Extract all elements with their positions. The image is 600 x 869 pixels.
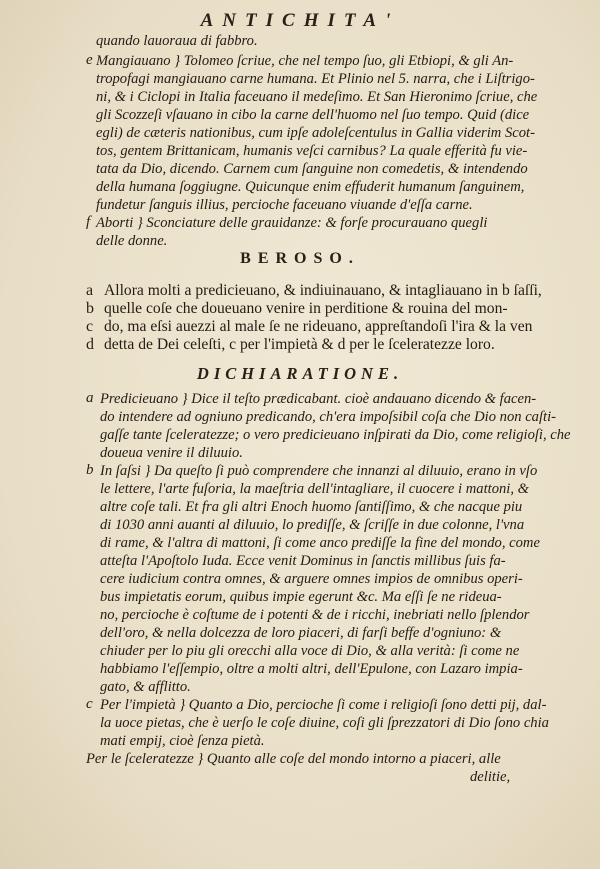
margin-letter: f [86,214,91,230]
commentary-line: gato, & afflitto. [100,679,191,695]
commentary-line: In ſaſsi } Da queſto ſi può comprendere che innanzi al diluuio, erano in vſo [100,463,538,479]
section-heading-beroso: BEROSO. [240,250,360,267]
commentary-line: Per le ſceleratezze } Quanto alle coſe del mondo intorno a piaceri, alle [86,751,501,767]
margin-letter: b [86,300,94,317]
commentary-line: fundetur ſanguis illius, percioche faceuano viuande d'eſſa carne. [96,197,473,213]
commentary-line: bus impietatis eorum, quibus impie egerunt &c. Ma eſſi ſe ne rideua- [100,589,502,605]
commentary-line: di 1030 anni auanti al diluuio, lo prediſſe, & ſcriſſe in due colonne, l'vna [100,517,525,533]
commentary-line: delle donne. [96,233,168,249]
commentary-line: doueua venire il diluuio. [100,445,243,461]
commentary-line: do intendere ad ogniuno predicando, ch'era impoſsibil coſa che Dio non caſti- [100,409,556,425]
margin-letter: a [86,390,94,406]
main-text-line: detta de Dei celeſti, c per l'impietà & d per le ſceleratezze loro. [104,336,495,353]
margin-letter: c [86,696,93,712]
margin-letter: b [86,462,94,478]
commentary-line: dell'oro, & nella dolcezza de loro piaceri, di farſi beffe d'ogniuno: & [100,625,502,641]
commentary-line: tropofagi mangiauano carne humana. Et Plinio nel 5. narra, che i Liſtrigo- [96,71,535,87]
margin-letter: d [86,336,94,353]
section-heading-dichiaratione: DICHIARATIONE. [196,364,404,383]
commentary-line: ni, & i Ciclopi in Italia faceuano il medeſimo. Et San Hieronimo ſcriue, che [96,89,538,105]
commentary-line: la uoce pietas, che è uerſo le coſe diuine, coſi gli ſprezzatori di Dio ſono chia [100,715,549,731]
commentary-line: le lettere, l'arte fuſoria, la maeſtria dell'intagliare, il cuocere i mattoni, & [100,481,529,497]
main-text-line: Allora molti a predicieuano, & indiuinauano, & intagliauano in b ſaſſi, [104,282,542,299]
margin-letter: e [86,52,93,68]
commentary-line: tos, gentem Brittanicam, humanis veſci carnibus? La quale efferità fu vie- [96,143,528,159]
commentary-line: Per l'impietà } Quanto a Dio, percioche ſi come i religioſi ſono detti pij, dal- [100,697,547,713]
commentary-line: di rame, & l'altra di mattoni, ſi come anco prediſſe la fine del mondo, come [100,535,540,551]
main-text-line: do, ma eſsi auezzi al male ſe ne rideuano, appreſtandoſi l'ira & la ven [104,318,533,335]
commentary-line: cere iudicium contra omnes, & arguere omnes impios de omnibus operi- [100,571,523,587]
commentary-line: quando lauoraua di fabbro. [96,33,258,49]
running-head: ANTICHITA' [200,10,400,31]
commentary-line: altre coſe tali. Et fra gli altri Enoch huomo ſantiſſimo, & che nacque piu [100,499,523,515]
main-text-line: quelle coſe che doueuano venire in perditione & rouina del mon- [104,300,508,317]
commentary-line: gaſſe tante ſceleratezze; o vero predicieuano inſpirati da Dio, come religioſi, che [100,427,571,443]
commentary-line: Aborti } Sconciature delle grauidanze: & forſe procurauano quegli [96,215,488,231]
commentary-line: habbiamo l'eſſempio, oltre a molti altri, dell'Epulone, con Lazaro impia- [100,661,523,677]
commentary-line: Mangiauano } Tolomeo ſcriue, che nel tempo ſuo, gli Etbiopi, & gli An- [96,53,514,69]
commentary-line: no, percioche è coſtume de i potenti & de i ricchi, inebriati nello ſplendor [100,607,530,623]
commentary-line: mati empij, cioè ſenza pietà. [100,733,265,749]
commentary-line: chiuder per lo piu gli orecchi alla voce di Dio, & alla verità: ſi come ne [100,643,520,659]
commentary-line: della humana ſoggiugne. Quicunque enim effuderit humanum ſanguinem, [96,179,525,195]
margin-letter: c [86,318,94,335]
commentary-line: gli Scozzeſi vſauano in cibo la carne dell'huomo nel ſuo tempo. Quid (dice [96,107,530,123]
commentary-line: atteſta l'Apoſtolo Iuda. Ecce venit Dominus in ſanctis millibus ſuis fa- [100,553,506,569]
commentary-line: Predicieuano } Dice il teſto prædicabant. cioè andauano dicendo & facen- [100,391,537,407]
margin-letter: a [86,282,94,299]
commentary-line: egli) de cæteris nationibus, cum ipſe adoleſcentulus in Gallia viderim Scot- [96,125,535,141]
catchword: delitie, [470,769,511,785]
commentary-line: tata da Dio, dicendo. Carnem cum ſanguine non comedetis, & intendendo [96,161,528,177]
